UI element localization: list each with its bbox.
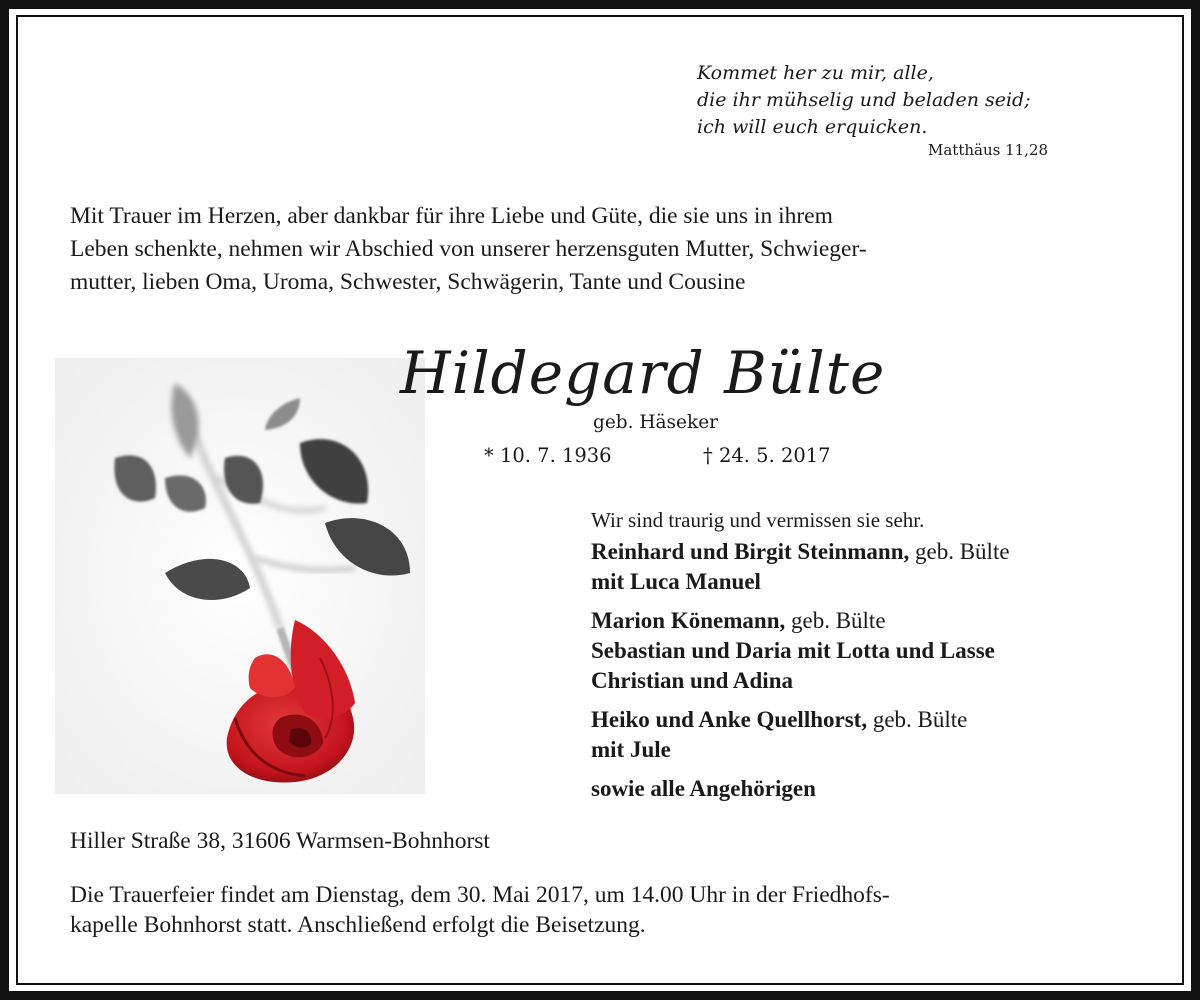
family-names: mit Luca Manuel	[591, 569, 761, 594]
family-group	[591, 537, 1151, 597]
rose-photo	[55, 358, 425, 794]
service-line: Die Trauerfeier findet am Dienstag, dem 30. Mai 2017, um 14.00 Uhr in der Friedhofs-	[70, 882, 890, 908]
family-names: Sebastian und Daria mit Lotta und Lasse	[591, 638, 995, 663]
family-maiden: geb. Bülte	[909, 539, 1010, 564]
intro-line: mutter, lieben Oma, Uroma, Schwester, Schwägerin, Tante und Cousine	[70, 269, 746, 295]
family-names: mit Jule	[591, 737, 671, 762]
quote-line: ich will euch erquicken.	[697, 116, 928, 138]
family-line	[591, 735, 1151, 765]
family-group	[591, 705, 1151, 765]
mourners-intro: Wir sind traurig und vermissen sie sehr.	[591, 508, 925, 532]
mourners-list	[591, 505, 1151, 804]
intro-line: Leben schenkte, nehmen wir Abschied von unserer herzensguten Mutter, Schwieger-	[70, 236, 867, 262]
family-line	[591, 537, 1151, 567]
family-line	[591, 774, 1151, 804]
family-names: Heiko und Anke Quellhorst,	[591, 707, 868, 732]
family-names: Christian und Adina	[591, 668, 793, 693]
funeral-service-text	[70, 880, 1130, 940]
family-line	[591, 606, 1151, 636]
bible-quote	[697, 60, 1031, 141]
family-maiden: geb. Bülte	[867, 707, 968, 732]
service-line: kapelle Bohnhorst statt. Anschließend erfolgt die Beisetzung.	[70, 912, 646, 938]
family-group	[591, 606, 1151, 696]
maiden-name: geb. Häseker	[593, 412, 719, 433]
address: Hiller Straße 38, 31606 Warmsen-Bohnhorst	[70, 828, 490, 854]
quote-source: Matthäus 11,28	[928, 141, 1049, 159]
death-date: † 24. 5. 2017	[703, 444, 831, 467]
family-line	[591, 567, 1151, 597]
quote-line: die ihr mühselig und beladen seid;	[697, 89, 1031, 111]
family-line	[591, 666, 1151, 696]
family-line	[591, 636, 1151, 666]
deceased-name: Hildegard Bülte	[400, 339, 886, 407]
family-names: Reinhard und Birgit Steinmann,	[591, 539, 910, 564]
family-maiden: geb. Bülte	[785, 608, 886, 633]
birth-date: * 10. 7. 1936	[484, 444, 612, 467]
quote-line: Kommet her zu mir, alle,	[697, 62, 934, 84]
family-group	[591, 774, 1151, 804]
family-line	[591, 705, 1151, 735]
intro-text	[70, 200, 1130, 299]
family-names: Marion Könemann,	[591, 608, 786, 633]
intro-line: Mit Trauer im Herzen, aber dankbar für ihre Liebe und Güte, die sie uns in ihrem	[70, 203, 833, 229]
family-names: sowie alle Angehörigen	[591, 776, 816, 801]
